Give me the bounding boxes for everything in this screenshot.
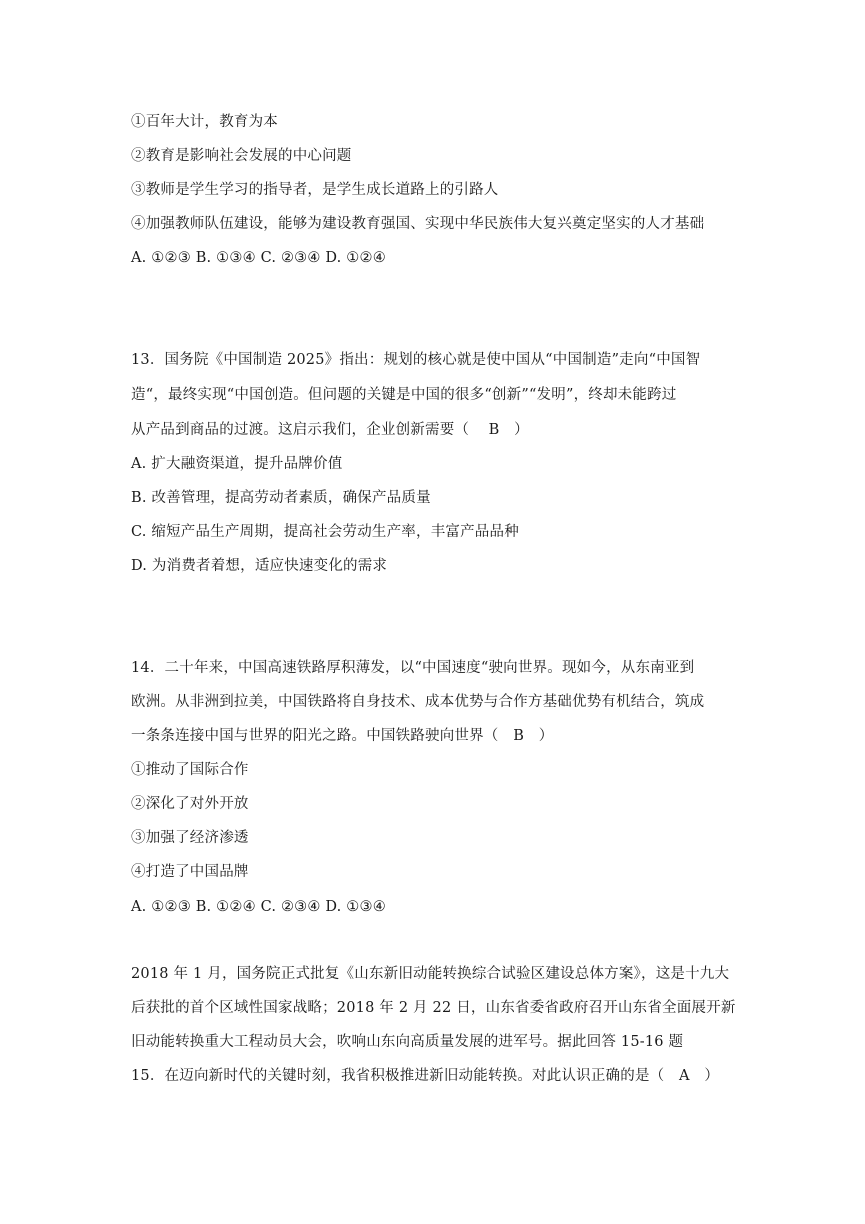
q14-option-3: ③加强了经济渗透: [131, 830, 249, 846]
q14-stem-line-1: 14．二十年来，中国高速铁路厚积薄发，以“中国速度“驶向世界。现如今，从东南亚到: [131, 660, 695, 676]
q12-option-4: ④加强教师队伍建设，能够为建设教育强国、实现中华民族伟大复兴奠定坚实的人才基础: [131, 216, 705, 232]
q13-choice-b: B. 改善管理，提高劳动者素质，确保产品质量: [131, 490, 431, 506]
q14-option-1: ①推动了国际合作: [131, 762, 249, 778]
q12-option-1: ①百年大计，教育为本: [131, 114, 278, 130]
q14-option-4: ④打造了中国品牌: [131, 864, 249, 880]
q13-stem-line-1: 13．国务院《中国制造 2025》指出：规划的核心就是使中国从“中国制造”走向“中国智: [131, 352, 701, 368]
q13-stem-line-2: 造“，最终实现“中国创造。但问题的关键是中国的很多“创新”“发明”，终却未能跨过: [131, 387, 677, 403]
q12-option-2: ②教育是影响社会发展的中心问题: [131, 148, 352, 164]
q13-stem-line-3: 从产品到商品的过渡。这启示我们，企业创新需要（ B ）: [131, 422, 529, 438]
q13-choice-d: D. 为消费者着想，适应快速变化的需求: [131, 558, 388, 574]
material-line-1: 2018 年 1 月，国务院正式批复《山东新旧动能转换综合试验区建设总体方案》，这是十九大: [131, 966, 730, 982]
q13-choice-a: A. 扩大融资渠道，提升品牌价值: [131, 456, 343, 472]
q12-option-3: ③教师是学生学习的指导者，是学生成长道路上的引路人: [131, 182, 499, 198]
q13-choice-c: C. 缩短产品生产周期，提高社会劳动生产率，丰富产品品种: [131, 524, 519, 540]
q14-choices: A. ①②③ B. ①②④ C. ②③④ D. ①③④: [131, 899, 386, 915]
q14-option-2: ②深化了对外开放: [131, 796, 249, 812]
q12-choices: A. ①②③ B. ①③④ C. ②③④ D. ①②④: [131, 250, 386, 266]
material-line-2: 后获批的首个区域性国家战略；2018 年 2 月 22 日，山东省委省政府召开山东省全面展开新: [131, 1000, 736, 1016]
q14-stem-line-3: 一条条连接中国与世界的阳光之路。中国铁路驶向世界（ B ）: [131, 728, 554, 744]
material-line-3: 旧动能转换重大工程动员大会，吹响山东向高质量发展的进军号。据此回答 15-16 题: [131, 1034, 684, 1050]
q14-stem-line-2: 欧洲。从非洲到拉美，中国铁路将自身技术、成本优势与合作方基础优势有机结合，筑成: [131, 694, 705, 710]
q15-stem: 15．在迈向新时代的关键时刻，我省积极推进新旧动能转换。对此认识正确的是（ A ）: [131, 1068, 720, 1084]
